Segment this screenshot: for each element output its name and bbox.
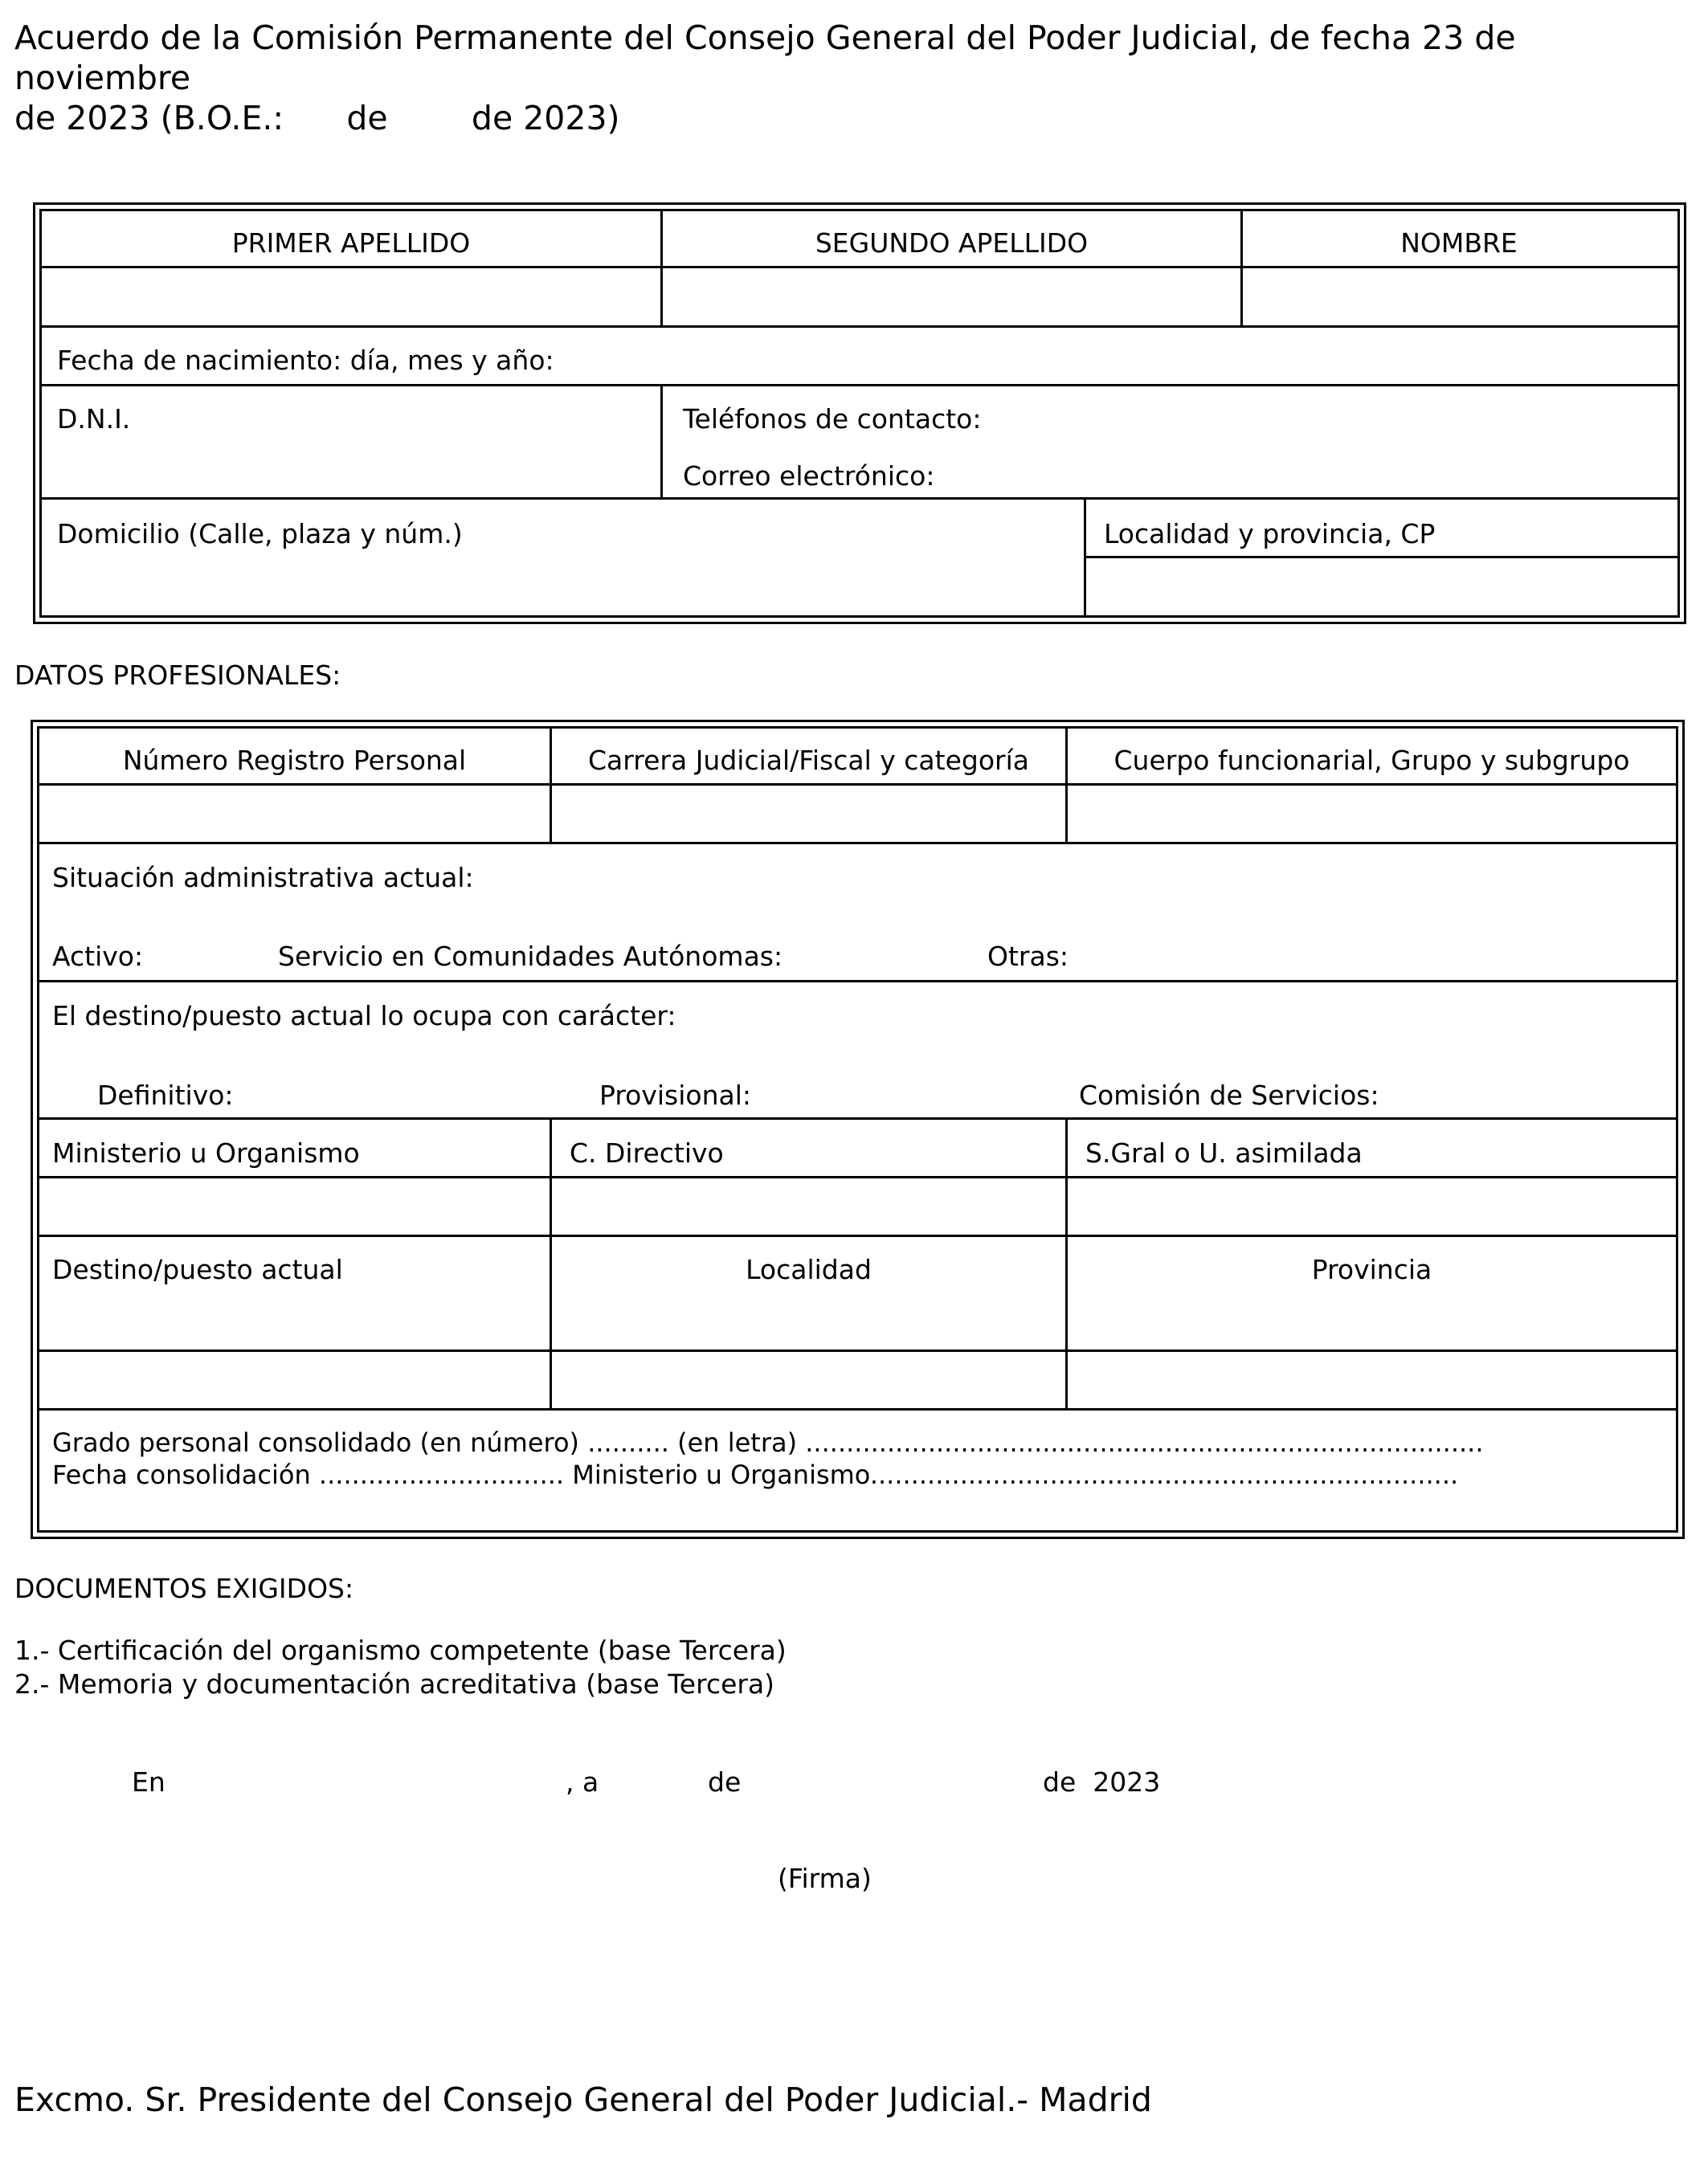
fecha-nacimiento-label: Fecha de nacimiento: día, mes y año: bbox=[57, 345, 554, 376]
correo-label: Correo electrónico: bbox=[683, 460, 935, 492]
carrera-field[interactable] bbox=[552, 786, 1065, 842]
destinatario: Excmo. Sr. Presidente del Consejo General del Poder Judicial.- Madrid bbox=[14, 2080, 1152, 2119]
localidad-field[interactable] bbox=[552, 1352, 1065, 1408]
firma-de: de bbox=[708, 1766, 742, 1798]
firma-a: , a bbox=[566, 1766, 599, 1798]
provisional-label: Provisional: bbox=[599, 1080, 752, 1111]
servicio-ccaa-label: Servicio en Comunidades Autónomas: bbox=[278, 941, 783, 972]
cuerpo-label: Cuerpo funcionarial, Grupo y subgrupo bbox=[1113, 745, 1630, 776]
nrp-label: Número Registro Personal bbox=[122, 745, 467, 776]
comision-label: Comisión de Servicios: bbox=[1079, 1080, 1379, 1111]
c-directivo-label: C. Directivo bbox=[570, 1137, 724, 1169]
grado-line: Grado personal consolidado (en número) .......... (en letra) ................................................................................... bbox=[52, 1427, 1484, 1458]
title-line-1: Acuerdo de la Comisión Permanente del Consejo General del Poder Judicial, de fecha 23 de noviembre bbox=[14, 18, 1516, 97]
firma-en: En bbox=[132, 1766, 165, 1798]
primer-apellido-label: PRIMER APELLIDO bbox=[231, 227, 471, 259]
title-line-2: de 2023 (B.O.E.: de de 2023) bbox=[14, 99, 620, 137]
telefonos-label: Teléfonos de contacto: bbox=[683, 403, 982, 435]
provincia-field[interactable] bbox=[1068, 1352, 1676, 1408]
nombre-label: NOMBRE bbox=[1400, 227, 1518, 259]
localidad-provincia-label: Localidad y provincia, CP bbox=[1104, 518, 1436, 549]
ministerio-field[interactable] bbox=[39, 1178, 550, 1235]
ministerio-label: Ministerio u Organismo bbox=[52, 1137, 360, 1169]
provincia-label: Provincia bbox=[1311, 1254, 1432, 1285]
localidad-label: Localidad bbox=[746, 1254, 872, 1285]
segundo-apellido-label: SEGUNDO APELLIDO bbox=[815, 227, 1089, 259]
definitivo-label: Definitivo: bbox=[97, 1080, 234, 1111]
destino-caracter-label: El destino/puesto actual lo ocupa con carácter: bbox=[52, 1000, 676, 1031]
domicilio-label: Domicilio (Calle, plaza y núm.) bbox=[57, 518, 463, 549]
segundo-apellido-field[interactable] bbox=[663, 268, 1240, 325]
firma-de-2023: de 2023 bbox=[1043, 1766, 1161, 1798]
nrp-field[interactable] bbox=[39, 786, 550, 842]
activo-label: Activo: bbox=[52, 941, 144, 972]
nombre-field[interactable] bbox=[1243, 268, 1675, 325]
firma-label: (Firma) bbox=[778, 1863, 872, 1894]
dni-label: D.N.I. bbox=[57, 403, 131, 435]
documento-item-2: 2.- Memoria y documentación acreditativa (base Tercera) bbox=[14, 1668, 775, 1700]
primer-apellido-field[interactable] bbox=[42, 268, 660, 325]
document-title bbox=[14, 18, 1686, 138]
destino-actual-label: Destino/puesto actual bbox=[52, 1254, 343, 1285]
destino-actual-field[interactable] bbox=[39, 1352, 550, 1408]
documento-item-1: 1.- Certificación del organismo competente (base Tercera) bbox=[14, 1635, 787, 1666]
carrera-label: Carrera Judicial/Fiscal y categoría bbox=[588, 745, 1029, 776]
documentos-title: DOCUMENTOS EXIGIDOS: bbox=[14, 1573, 354, 1604]
professional-inner-frame bbox=[37, 726, 1678, 1533]
datos-profesionales-title: DATOS PROFESIONALES: bbox=[14, 659, 341, 691]
cuerpo-field[interactable] bbox=[1068, 786, 1676, 842]
otras-label: Otras: bbox=[987, 941, 1069, 972]
c-directivo-field[interactable] bbox=[552, 1178, 1065, 1235]
s-gral-field[interactable] bbox=[1068, 1178, 1676, 1235]
situacion-label: Situación administrativa actual: bbox=[52, 862, 474, 893]
s-gral-label: S.Gral o U. asimilada bbox=[1085, 1137, 1363, 1169]
fecha-consolidacion-line: Fecha consolidación .............................. Ministerio u Organismo........................................................................ bbox=[52, 1460, 1459, 1490]
